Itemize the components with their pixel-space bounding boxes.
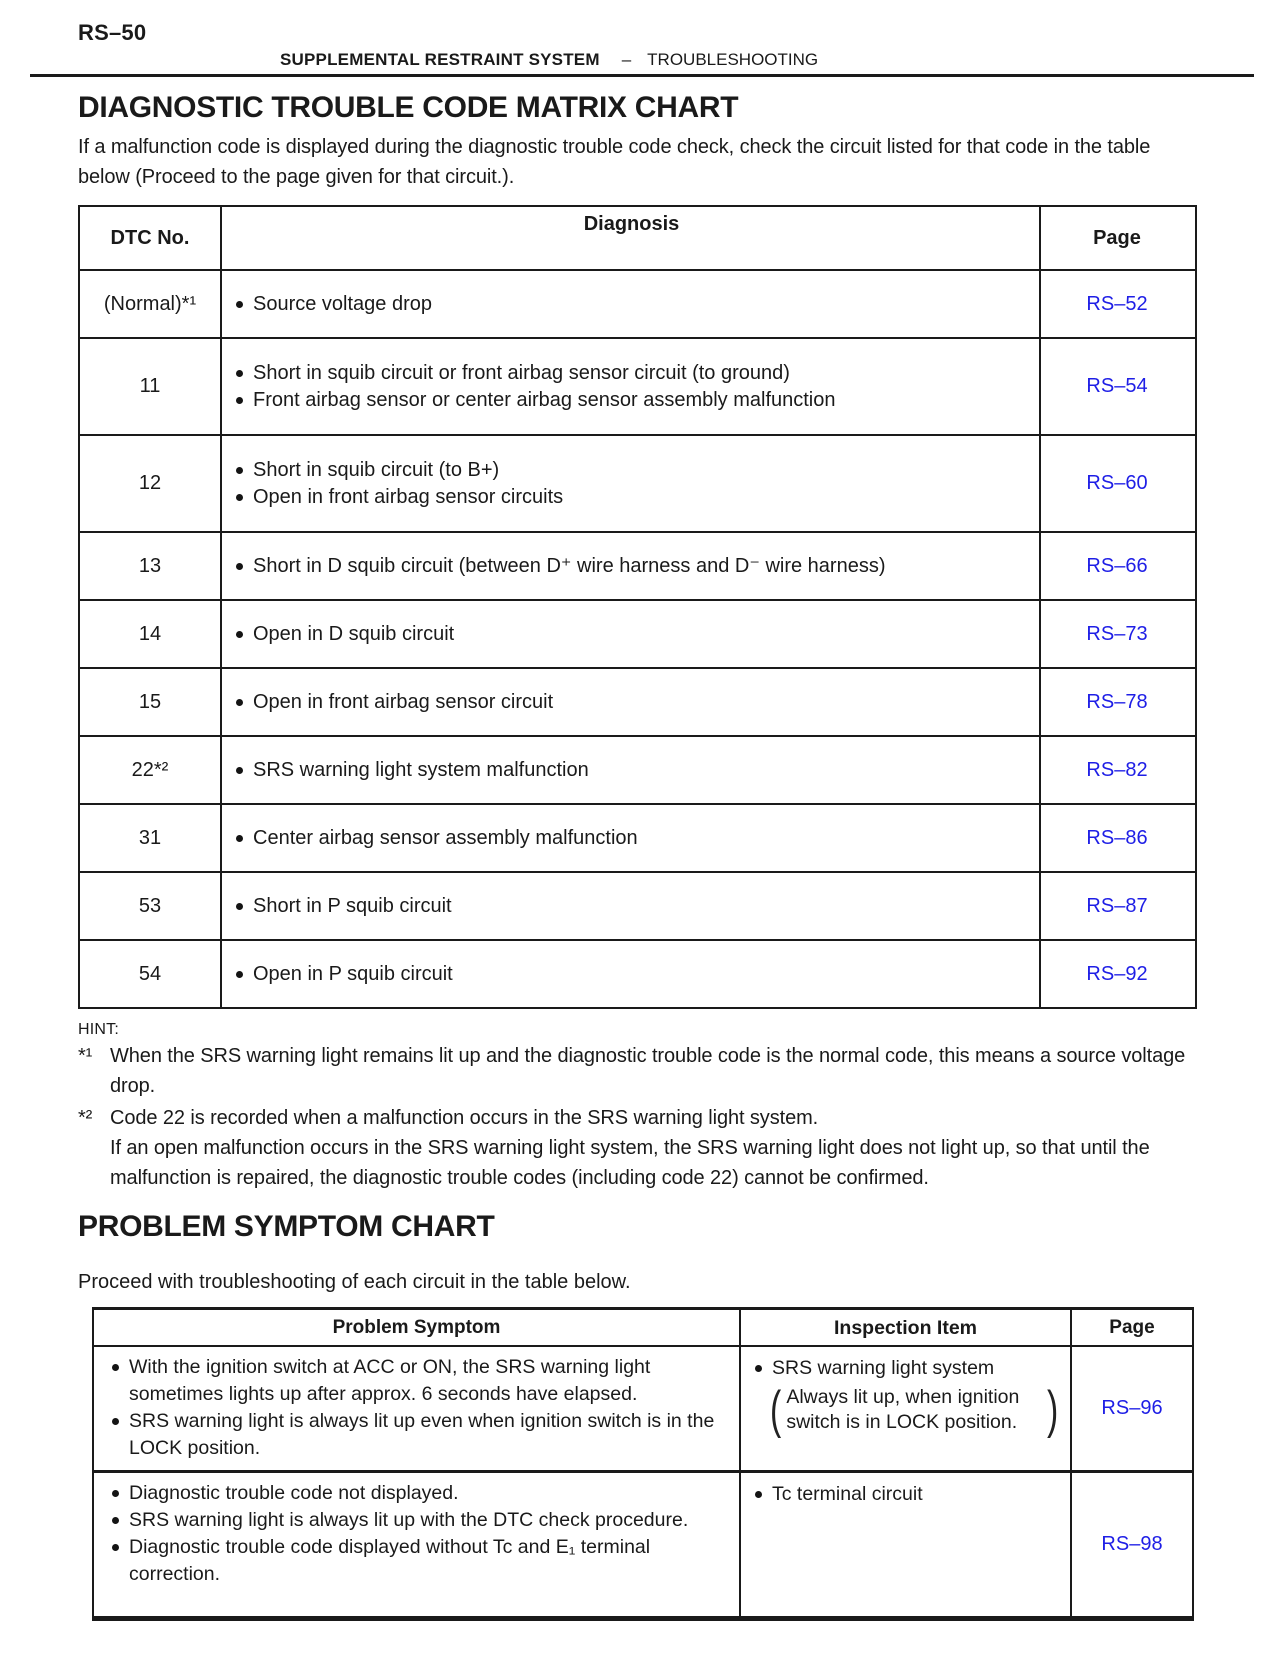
bullet-icon: [236, 699, 243, 706]
diagnosis-cell: [220, 533, 1041, 599]
bullet-icon: [236, 767, 243, 774]
dtc-code: 12: [138, 472, 162, 494]
symptom-item: SRS warning light is always lit up with the DTC check procedure.: [129, 1509, 689, 1531]
footnote-marker: *²: [78, 1107, 93, 1129]
symptom-item: SRS warning light is always lit up even when ignition switch is in the LOCK position.: [129, 1410, 715, 1459]
page-link[interactable]: RS–92: [1086, 962, 1148, 985]
dtc-code: 31: [138, 826, 162, 849]
dtc-code: 13: [138, 554, 162, 577]
bullet-icon: [236, 370, 243, 377]
bullet-icon: [236, 631, 243, 638]
problem-symptom-table: [92, 1307, 1194, 1621]
diagnosis-cell: [220, 436, 1041, 531]
bullet-icon: [112, 1490, 119, 1497]
table-row: [94, 1347, 1192, 1473]
table-header-row: [94, 1310, 1192, 1347]
inspection-note-text: Always lit up, when ignition switch is in LOCK position.: [786, 1386, 1020, 1433]
symptom-cell: [94, 1473, 739, 1616]
page-link[interactable]: RS–98: [1101, 1533, 1163, 1555]
hint-label: HINT:: [78, 1021, 119, 1038]
bullet-icon: [236, 903, 243, 910]
inspection-cell: [739, 1473, 1072, 1616]
dtc-section-intro: If a malfunction code is displayed during the diagnostic trouble code check, check the circuit listed for that code in the table below (Proceed to the page given for that circuit.).: [78, 136, 1151, 188]
symptom-item: With the ignition switch at ACC or ON, the SRS warning light sometimes lights up after approx. 6 seconds have elapsed.: [129, 1356, 651, 1405]
symptom-item: Diagnostic trouble code displayed without Tc and E₁ terminal correction.: [129, 1536, 651, 1585]
table-row: [80, 599, 1195, 667]
inspection-item: SRS warning light system: [772, 1357, 995, 1379]
diagnosis-item: Short in squib circuit (to B+): [253, 458, 500, 481]
bullet-icon: [236, 301, 243, 308]
header-separator: –: [621, 50, 632, 69]
col-header-symptom: Problem Symptom: [332, 1316, 501, 1338]
table-row: [80, 531, 1195, 599]
right-paren: ): [1047, 1381, 1059, 1439]
footnote-marker: *¹: [78, 1045, 93, 1067]
page-link[interactable]: RS–66: [1086, 554, 1148, 577]
page-link[interactable]: RS–54: [1086, 375, 1148, 397]
col-header-dtc: DTC No.: [110, 226, 190, 249]
inspection-item: Tc terminal circuit: [772, 1483, 923, 1505]
symptom-section-intro: Proceed with troubleshooting of each circuit in the table below.: [78, 1271, 631, 1293]
bullet-icon: [236, 563, 243, 570]
diagnosis-cell: [220, 805, 1041, 871]
bullet-icon: [236, 397, 243, 404]
diagnosis-cell: [220, 601, 1041, 667]
page-link[interactable]: RS–96: [1101, 1397, 1163, 1419]
diagnosis-item: Short in squib circuit or front airbag sensor circuit (to ground): [253, 361, 790, 384]
table-row: [80, 337, 1195, 434]
dtc-code: 53: [138, 894, 162, 917]
page-link[interactable]: RS–52: [1086, 292, 1148, 315]
table-row: [80, 939, 1195, 1007]
inspection-cell: [739, 1347, 1072, 1470]
bullet-icon: [236, 835, 243, 842]
symptom-cell: [94, 1347, 739, 1470]
bullet-icon: [236, 494, 243, 501]
diagnosis-cell: [220, 669, 1041, 735]
footnote-text: When the SRS warning light remains lit up and the diagnostic trouble code is the normal code, this means a source voltage drop.: [110, 1045, 1186, 1097]
table-row: [80, 803, 1195, 871]
subsection-title: TROUBLESHOOTING: [647, 50, 819, 69]
symptom-item: Diagnostic trouble code not displayed.: [129, 1482, 459, 1504]
page-link[interactable]: RS–73: [1086, 622, 1148, 645]
bullet-icon: [236, 467, 243, 474]
diagnosis-item: Short in P squib circuit: [253, 894, 452, 917]
col-header-diagnosis: Diagnosis: [220, 207, 1041, 269]
diagnosis-item: Open in front airbag sensor circuit: [253, 690, 554, 713]
dtc-code: 15: [138, 690, 162, 713]
diagnosis-item: Short in D squib circuit (between D⁺ wire harness and D⁻ wire harness): [253, 554, 886, 577]
diagnosis-item: SRS warning light system malfunction: [253, 758, 589, 781]
dtc-code: 22*²: [131, 758, 169, 781]
bullet-icon: [112, 1418, 119, 1425]
page-link[interactable]: RS–82: [1086, 758, 1148, 781]
dtc-section-title: DIAGNOSTIC TROUBLE CODE MATRIX CHART: [78, 91, 739, 124]
section-title: SUPPLEMENTAL RESTRAINT SYSTEM: [280, 50, 600, 69]
left-paren: (: [770, 1381, 782, 1439]
symptom-section-title: PROBLEM SYMPTOM CHART: [78, 1210, 495, 1243]
col-header-page: Page: [1109, 1316, 1155, 1338]
running-header: [280, 50, 818, 70]
table-row: [94, 1473, 1192, 1616]
diagnosis-cell: [220, 873, 1041, 939]
table-row: [80, 434, 1195, 531]
diagnosis-item: Center airbag sensor assembly malfunction: [253, 826, 638, 849]
page-link[interactable]: RS–60: [1086, 472, 1148, 494]
bullet-icon: [755, 1491, 762, 1498]
diagnosis-cell: [220, 339, 1041, 434]
bullet-icon: [112, 1544, 119, 1551]
page-code: RS–50: [78, 20, 147, 45]
dtc-code: (Normal)*¹: [103, 292, 197, 315]
col-header-inspection: Inspection Item: [739, 1310, 1072, 1345]
dtc-code: 11: [139, 375, 161, 397]
table-row: [80, 871, 1195, 939]
dtc-matrix-table: [78, 205, 1197, 1009]
bullet-icon: [112, 1364, 119, 1371]
table-row: [80, 269, 1195, 337]
page-link[interactable]: RS–87: [1086, 894, 1148, 917]
hint-note: [78, 1041, 1197, 1101]
diagnosis-item: Source voltage drop: [253, 292, 433, 315]
diagnosis-item: Open in front airbag sensor circuits: [253, 485, 564, 508]
footnote-line: Code 22 is recorded when a malfunction occurs in the SRS warning light system.: [110, 1107, 819, 1129]
bullet-icon: [236, 971, 243, 978]
inspection-note: [767, 1381, 1067, 1439]
diagnosis-cell: [220, 941, 1041, 1007]
page-content: [78, 77, 1197, 1621]
footnote-line: If an open malfunction occurs in the SRS warning light system, the SRS warning light does not light up, so that until the malfunction is repaired, the diagnostic trouble codes (including code 22) cannot be confirmed.: [110, 1137, 1150, 1189]
bullet-icon: [112, 1517, 119, 1524]
table-row: [80, 735, 1195, 803]
diagnosis-item: Open in P squib circuit: [253, 962, 453, 985]
diagnosis-item: Front airbag sensor or center airbag sensor assembly malfunction: [253, 388, 836, 411]
diagnosis-cell: [220, 271, 1041, 337]
page-link[interactable]: RS–86: [1086, 826, 1148, 849]
hint-note: [78, 1103, 1197, 1193]
diagnosis-item: Open in D squib circuit: [253, 622, 455, 645]
col-header-page: Page: [1093, 226, 1141, 249]
dtc-code: 54: [138, 962, 162, 985]
dtc-code: 14: [138, 622, 162, 645]
diagnosis-cell: [220, 737, 1041, 803]
table-row: [80, 667, 1195, 735]
page-link[interactable]: RS–78: [1086, 690, 1148, 713]
footnote-text: [110, 1103, 1197, 1193]
table-header-row: [80, 207, 1195, 269]
bullet-icon: [755, 1365, 762, 1372]
